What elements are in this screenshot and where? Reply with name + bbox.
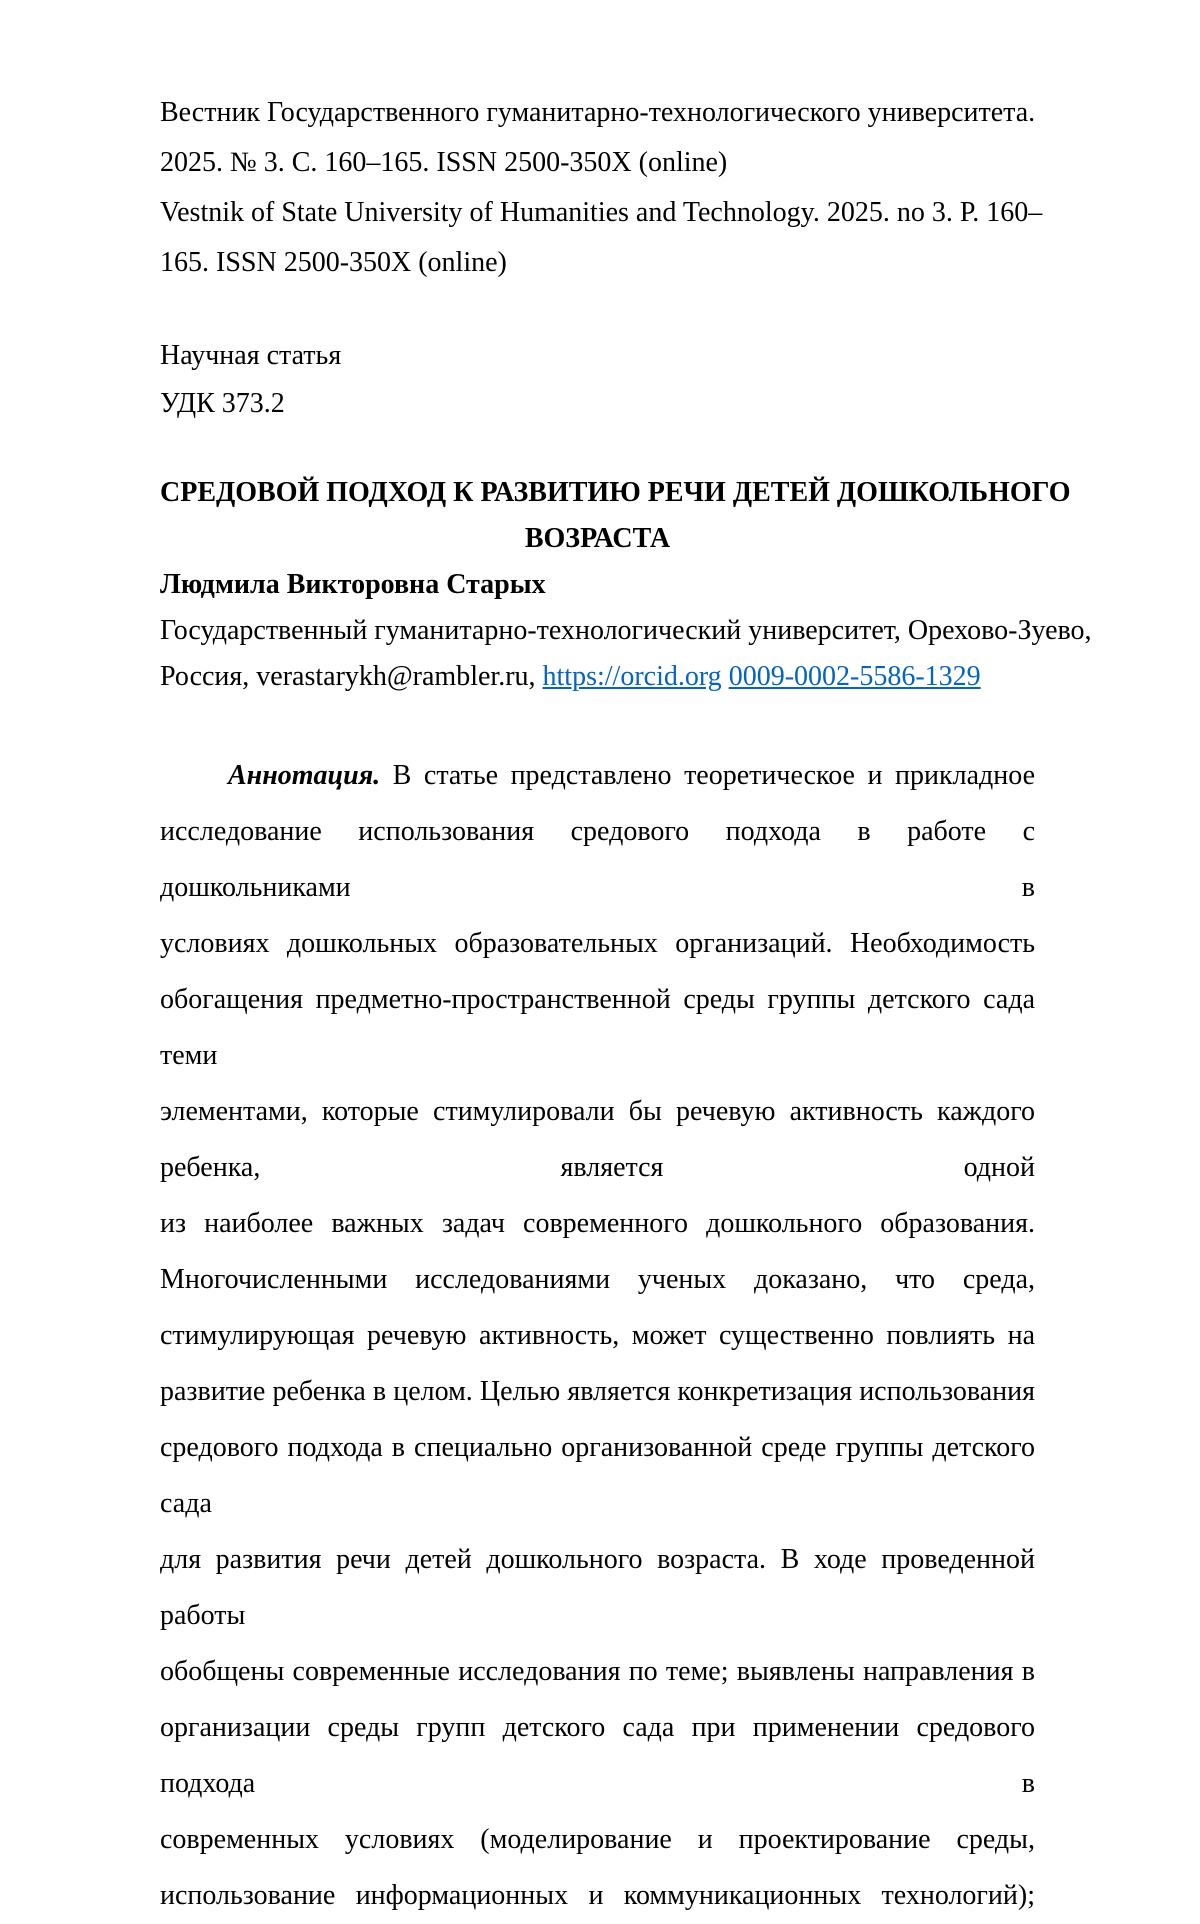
orcid-id-link[interactable]: 0009-0002-5586-1329 [728, 661, 981, 692]
article-title-line-1: СРЕДОВОЙ ПОДХОД К РАЗВИТИЮ РЕЧИ ДЕТЕЙ ДОШКОЛЬНОГО [160, 477, 1071, 508]
article-title-line-2: ВОЗРАСТА [524, 523, 671, 554]
abstract-line: средового подхода в специально организованной среде группы детского сада [160, 1432, 1035, 1519]
abstract-line: ребенка, является одной [160, 1152, 1035, 1183]
affiliation-line-1: Государственный гуманитарно-технологический университет, Орехово-Зуево, [160, 615, 1092, 646]
abstract-line: стимулирующая речевую активность, может существенно повлиять на [160, 1320, 1035, 1351]
author-name: Людмила Викторовна Старых [160, 569, 546, 600]
abstract-line: развитие ребенка в целом. Целью является конкретизация использования [160, 1376, 1035, 1407]
abstract-line: обогащения предметно-пространственной среды группы детского сада теми [160, 984, 1035, 1071]
affiliation-line-2 [160, 654, 1035, 700]
abstract-text: В статье представлено теоретическое и прикладное [392, 760, 1035, 791]
abstract-line: элементами, которые стимулировали бы речевую активность каждого [160, 1096, 1035, 1127]
abstract-label: Аннотация. [228, 760, 381, 791]
abstract-line: обобщены современные исследования по теме; выявлены направления в [160, 1656, 1035, 1687]
abstract-line: организации среды групп детского сада при применении средового подхода в [160, 1712, 1035, 1799]
abstract-line: Многочисленными исследованиями ученых доказано, что среда, [160, 1264, 1035, 1295]
affiliation-contact: Россия, verastarykh@rambler.ru, [160, 661, 536, 692]
abstract-line: из наиболее важных задач современного дошкольного образования. [160, 1208, 1035, 1239]
udc-code: УДК 373.2 [160, 388, 285, 419]
affiliation [160, 608, 1092, 700]
article-title [160, 470, 1071, 562]
orcid-url-link[interactable]: https://orcid.org [542, 661, 722, 692]
abstract-line: использование информационных и коммуникационных технологий); [160, 1880, 1035, 1911]
abstract-line [160, 748, 1035, 804]
journal-header-line-ru-1: Вестник Государственного гуманитарно-технологического университета. [160, 97, 1036, 128]
journal-header-line-en-1: Vestnik of State University of Humanities and Technology. 2025. no 3. P. 160– [160, 197, 1043, 228]
abstract [160, 748, 1035, 1924]
article-meta [160, 332, 1035, 428]
journal-header-line-en-2: 165. ISSN 2500-350X (online) [160, 247, 507, 278]
journal-header [160, 88, 1043, 288]
abstract-line: для развития речи детей дошкольного возраста. В ходе проведенной работы [160, 1544, 1035, 1631]
abstract-line: условиях дошкольных образовательных организаций. Необходимость [160, 928, 1035, 959]
article-type: Научная статья [160, 340, 342, 371]
journal-header-line-ru-2: 2025. № 3. С. 160–165. ISSN 2500-350X (online) [160, 147, 728, 178]
abstract-line: современных условиях (моделирование и проектирование среды, [160, 1824, 1035, 1855]
abstract-line: исследование использования средового подхода в работе с дошкольниками в [160, 816, 1035, 903]
